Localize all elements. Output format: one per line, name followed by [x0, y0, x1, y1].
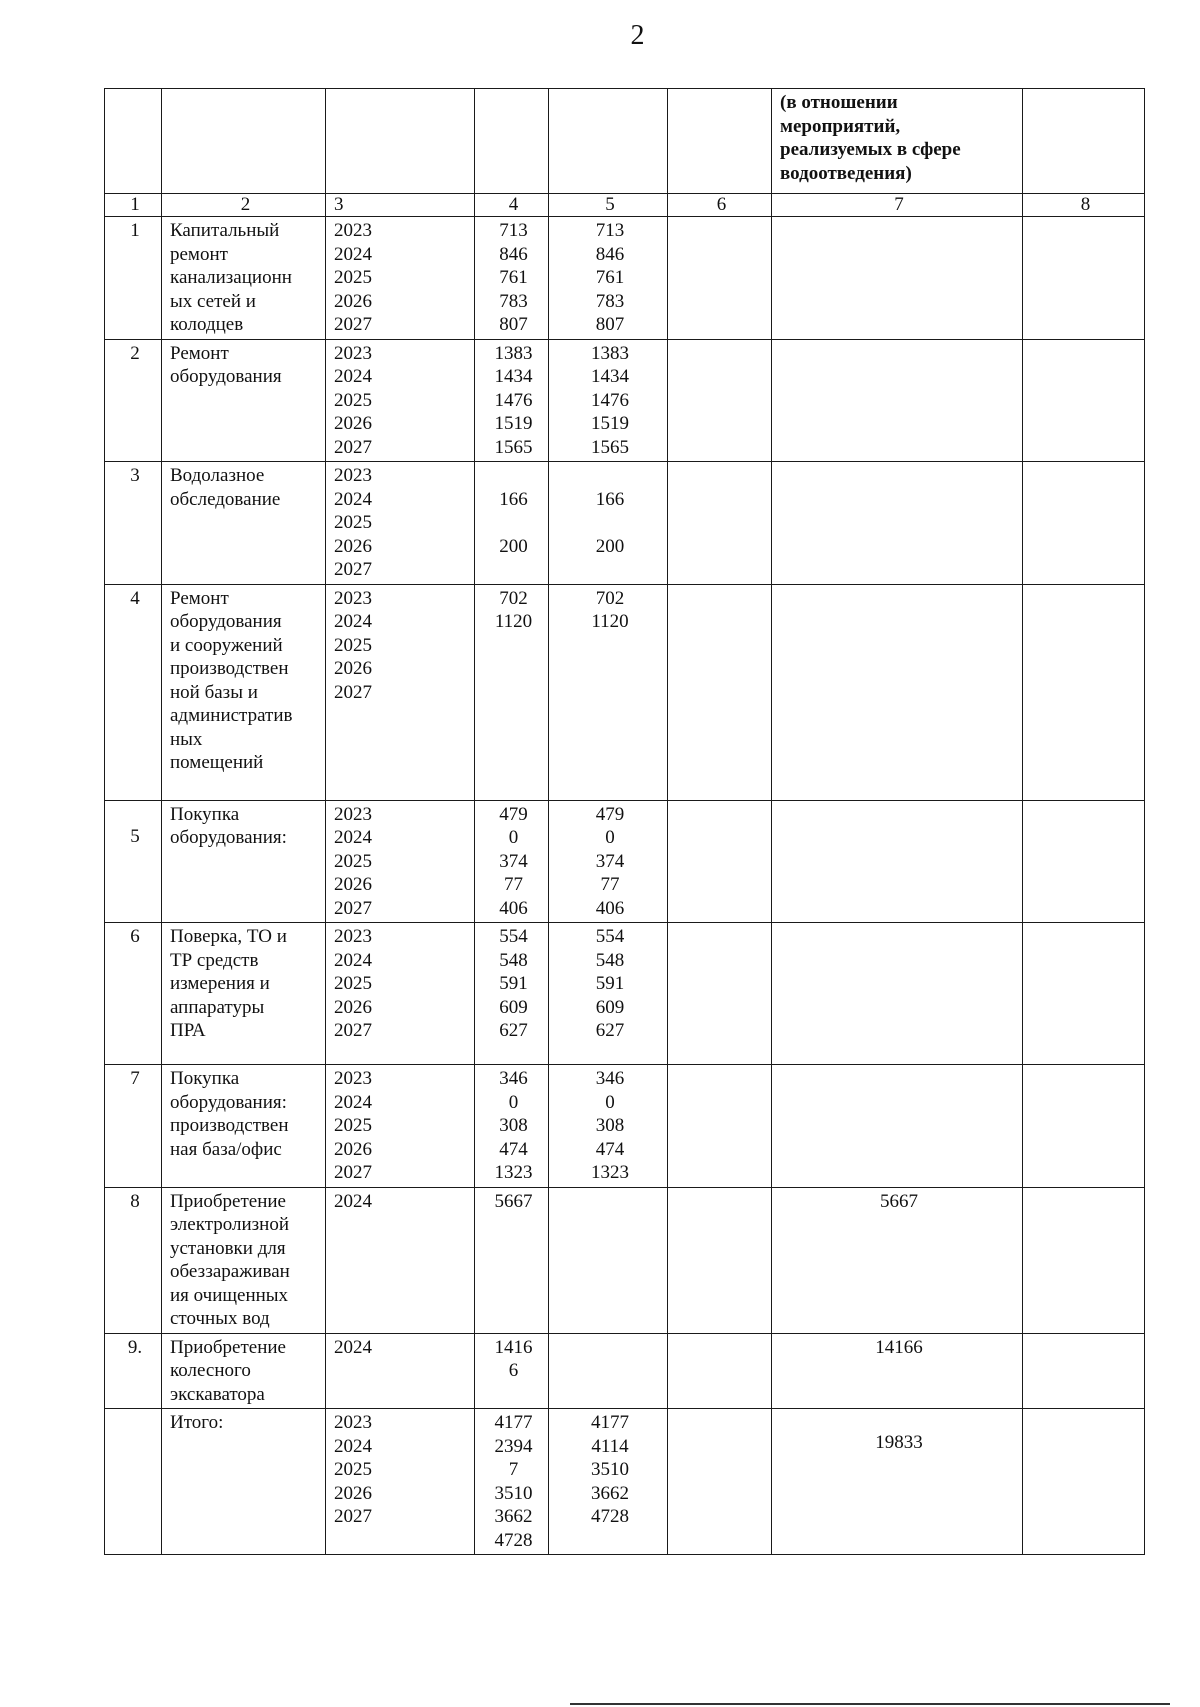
page-number: 2 [630, 20, 645, 51]
row-number: 8 [105, 1187, 162, 1333]
value-col7 [772, 1065, 1023, 1188]
table-row [105, 217, 1145, 340]
measure-name: Капитальный ремонт канализационн ых сетей и колодцев [162, 217, 326, 340]
total-col6 [668, 1409, 772, 1555]
value-col7 [772, 584, 1023, 800]
years: 2024 [326, 1333, 475, 1409]
header-cell-3 [326, 89, 475, 194]
value-col4: 554 548 591 609 627 [475, 923, 549, 1065]
row-number: 9. [105, 1333, 162, 1409]
value-col4: 713 846 761 783 807 [475, 217, 549, 340]
value-col8 [1023, 800, 1145, 923]
measure-name: Ремонт оборудования [162, 339, 326, 462]
measure-name: Покупка оборудования: [162, 800, 326, 923]
value-col8 [1023, 339, 1145, 462]
column-number-4: 4 [475, 194, 549, 217]
measure-name: Ремонт оборудования и сооружений производствен ной базы и административ ных помещений [162, 584, 326, 800]
years: 2023 2024 2025 2026 2027 [326, 800, 475, 923]
header-cell-2 [162, 89, 326, 194]
table-row [105, 462, 1145, 585]
years: 2023 2024 2025 2026 2027 [326, 462, 475, 585]
total-number [105, 1409, 162, 1555]
value-col5: 713 846 761 783 807 [549, 217, 668, 340]
measure-name: Водолазное обследование [162, 462, 326, 585]
total-col7: 19833 [772, 1409, 1023, 1555]
value-col8 [1023, 1065, 1145, 1188]
value-col7 [772, 462, 1023, 585]
row-number: 7 [105, 1065, 162, 1188]
total-col8 [1023, 1409, 1145, 1555]
table-row [105, 1065, 1145, 1188]
table-row [105, 1187, 1145, 1333]
value-col4: 1383 1434 1476 1519 1565 [475, 339, 549, 462]
total-label: Итого: [162, 1409, 326, 1555]
value-col7 [772, 339, 1023, 462]
value-col8 [1023, 462, 1145, 585]
column-number-1: 1 [105, 194, 162, 217]
value-col6 [668, 462, 772, 585]
value-col4: 346 0 308 474 1323 [475, 1065, 549, 1188]
years: 2023 2024 2025 2026 2027 [326, 584, 475, 800]
value-col8 [1023, 923, 1145, 1065]
header-cell-6 [668, 89, 772, 194]
years: 2023 2024 2025 2026 2027 [326, 339, 475, 462]
value-col5 [549, 1333, 668, 1409]
header-cell-1 [105, 89, 162, 194]
value-col6 [668, 217, 772, 340]
column-number-5: 5 [549, 194, 668, 217]
value-col8 [1023, 1187, 1145, 1333]
footer-rule [570, 1703, 1170, 1705]
value-col7 [772, 800, 1023, 923]
value-col5: 554 548 591 609 627 [549, 923, 668, 1065]
total-col4: 4177 2394 7 3510 3662 4728 [475, 1409, 549, 1555]
header-cell-8 [1023, 89, 1145, 194]
row-number: 4 [105, 584, 162, 800]
column-number-3: 3 [326, 194, 475, 217]
column-number-7: 7 [772, 194, 1023, 217]
measure-name: Покупка оборудования: производствен ная база/офис [162, 1065, 326, 1188]
value-col4: 479 0 374 77 406 [475, 800, 549, 923]
value-col5 [549, 1187, 668, 1333]
table-row [105, 339, 1145, 462]
value-col5: 166 200 [549, 462, 668, 585]
measures-table [104, 88, 1145, 1555]
header-continuation-row [105, 89, 1145, 194]
value-col8 [1023, 584, 1145, 800]
value-col5: 346 0 308 474 1323 [549, 1065, 668, 1188]
value-col4: 166 200 [475, 462, 549, 585]
value-col7 [772, 217, 1023, 340]
value-col6 [668, 1065, 772, 1188]
header-cell-4 [475, 89, 549, 194]
years: 2023 2024 2025 2026 2027 [326, 923, 475, 1065]
value-col5: 1383 1434 1476 1519 1565 [549, 339, 668, 462]
value-col7: 14166 [772, 1333, 1023, 1409]
value-col8 [1023, 217, 1145, 340]
value-col5: 479 0 374 77 406 [549, 800, 668, 923]
value-col6 [668, 1333, 772, 1409]
header-cell-7-note: (в отношении мероприятий, реализуемых в сфере водоотведения) [772, 89, 1023, 194]
value-col4: 1416 6 [475, 1333, 549, 1409]
row-number: 5 [105, 800, 162, 923]
value-col5: 702 1120 [549, 584, 668, 800]
table-row [105, 923, 1145, 1065]
total-col5: 4177 4114 3510 3662 4728 [549, 1409, 668, 1555]
measure-name: Поверка, ТО и ТР средств измерения и аппаратуры ПРА [162, 923, 326, 1065]
value-col8 [1023, 1333, 1145, 1409]
table-row [105, 584, 1145, 800]
row-number: 1 [105, 217, 162, 340]
total-row [105, 1409, 1145, 1555]
measure-name: Приобретение электролизной установки для обеззараживан ия очищенных сточных вод [162, 1187, 326, 1333]
value-col6 [668, 584, 772, 800]
value-col4: 702 1120 [475, 584, 549, 800]
column-number-6: 6 [668, 194, 772, 217]
column-number-row [105, 194, 1145, 217]
table-row [105, 800, 1145, 923]
value-col4: 5667 [475, 1187, 549, 1333]
row-number: 2 [105, 339, 162, 462]
measure-name: Приобретение колесного экскаватора [162, 1333, 326, 1409]
years: 2024 [326, 1187, 475, 1333]
column-number-2: 2 [162, 194, 326, 217]
value-col7 [772, 923, 1023, 1065]
row-number: 3 [105, 462, 162, 585]
value-col6 [668, 923, 772, 1065]
value-col6 [668, 1187, 772, 1333]
header-cell-5 [549, 89, 668, 194]
years: 2023 2024 2025 2026 2027 [326, 217, 475, 340]
value-col6 [668, 339, 772, 462]
years: 2023 2024 2025 2026 2027 [326, 1065, 475, 1188]
row-number: 6 [105, 923, 162, 1065]
table-row [105, 1333, 1145, 1409]
value-col6 [668, 800, 772, 923]
value-col7: 5667 [772, 1187, 1023, 1333]
total-years: 2023 2024 2025 2026 2027 [326, 1409, 475, 1555]
column-number-8: 8 [1023, 194, 1145, 217]
